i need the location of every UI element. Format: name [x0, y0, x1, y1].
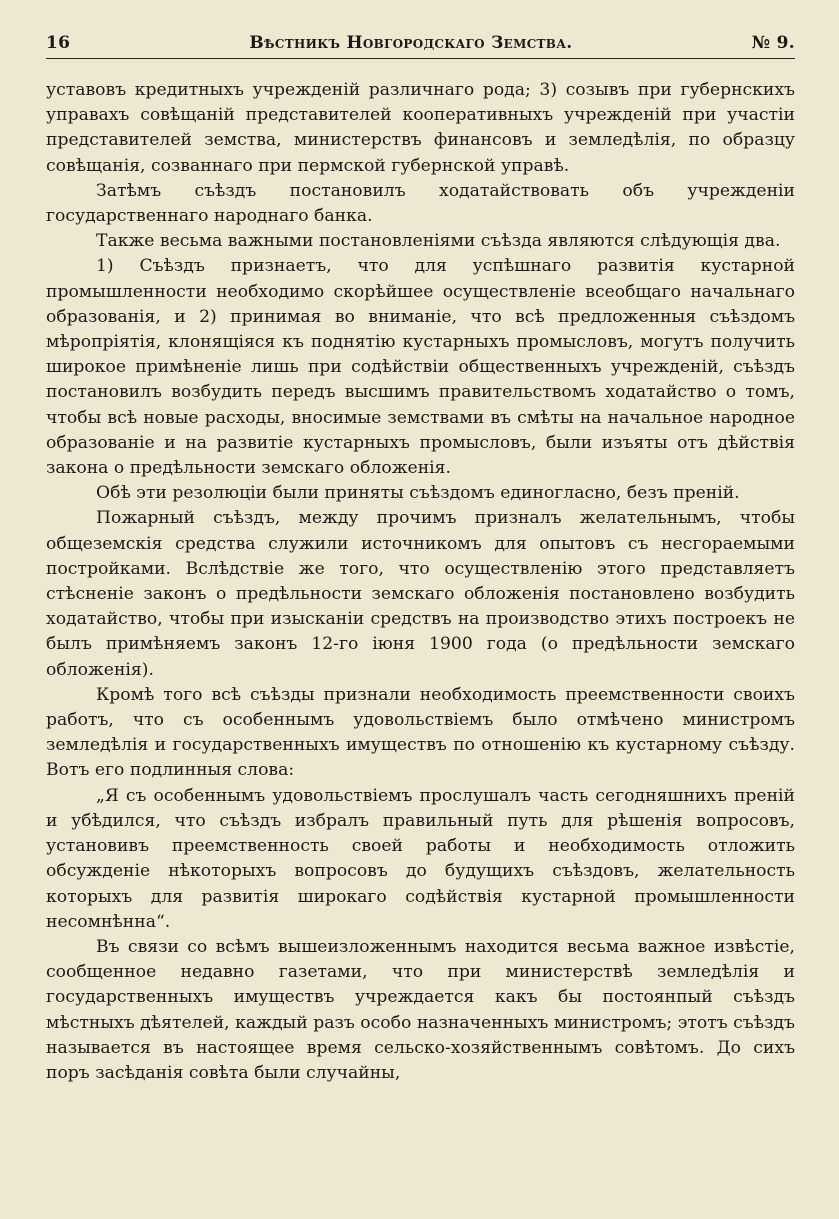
paragraph: Затѣмъ съѣздъ постановилъ ходатайствовать объ учрежденіи государственнаго народнаго банка. — [46, 180, 795, 227]
issue-number: № 9. — [751, 33, 795, 53]
paragraph: уставовъ кредитныхъ учрежденій различнаго рода; 3) созывъ при губернскихъ управахъ совѣщаній представителей кооперативныхъ учрежденій при участіи представителей земства, министерствъ финансовъ и земледѣлія, по образцу совѣщанія, созваннаго при пермской губернской управѣ. — [46, 80, 795, 176]
page-number: 16 — [46, 33, 71, 53]
paragraph: 1) Съѣздъ признаетъ, что для успѣшнаго развитія кустарной промышленности необходимо скорѣйшее осуществленіе всеобщаго начальнаго образованія, и 2) принимая во вниманіе, что всѣ предложенныя съѣздомъ мѣропріятія, клонящіяся къ поднятію кустарныхъ промысловъ, могутъ получить широкое примѣненіе лишь при содѣйствіи общественныхъ учрежденій, съѣздъ постановилъ возбудить передъ высшимъ правительствомъ ходатайство о томъ, чтобы всѣ новые расходы, вносимые земствами въ смѣты на начальное народное образованіе и на развитіе кустарныхъ промысловъ, были изъяты отъ дѣйствія закона о предѣльности земскаго обложенія. — [46, 256, 795, 479]
journal-title: Вѣстникъ Новгородскаго Земства. — [249, 33, 573, 53]
quote-paragraph: „Я съ особеннымъ удовольствіемъ прослушалъ часть сегодняшнихъ преній и убѣдился, что съѣздъ избралъ правильный путь для рѣшенія вопросовъ, установивъ преемственность своей работы и необходимость отложить обсужденіе нѣкоторыхъ вопросовъ до будущихъ съѣздовъ, желательность которыхъ для развитія широкаго содѣйствія кустарной промышленности несомнѣнна“. — [46, 785, 795, 932]
paragraph: Пожарный съѣздъ, между прочимъ призналъ желательнымъ, чтобы общеземскія средства служили источникомъ для опытовъ съ несгораемыми постройками. Вслѣдствіе же того, что осуществленію этого представляетъ стѣсненіе законъ о предѣльности земскаго обложенія постановлено возбудить ходатайство, чтобы при изысканіи средствъ на производство этихъ построекъ не былъ примѣняемъ законъ 12-го іюня 1900 года (о предѣльности земскаго обложенія). — [46, 508, 795, 680]
page-header — [46, 30, 795, 59]
paragraph: Обѣ эти резолюціи были приняты съѣздомъ единогласно, безъ преній. — [96, 483, 740, 504]
paragraph: Также весьма важными постановленіями съѣзда являются слѣдующія два. — [96, 231, 781, 252]
paragraph: Кромѣ того всѣ съѣзды признали необходимость преемственности своихъ работъ, что съ особеннымъ удовольствіемъ было отмѣчено министромъ земледѣлія и государственныхъ имуществъ по отношенію къ кустарному съѣзду. Вотъ его подлинныя слова: — [46, 684, 795, 781]
body-text — [46, 78, 795, 1086]
paragraph: Въ связи со всѣмъ вышеизложеннымъ находится весьма важное извѣстіе, сообщенное недавно газетами, что при министерствѣ земледѣлія и государственныхъ имуществъ учреждается какъ бы постоянпый съѣздъ мѣстныхъ дѣятелей, каждый разъ особо назначенныхъ министромъ; этотъ съѣздъ называется въ настоящее время сельско-хозяйственнымъ совѣтомъ. До сихъ поръ засѣданія совѣта были случайны, — [46, 936, 795, 1083]
